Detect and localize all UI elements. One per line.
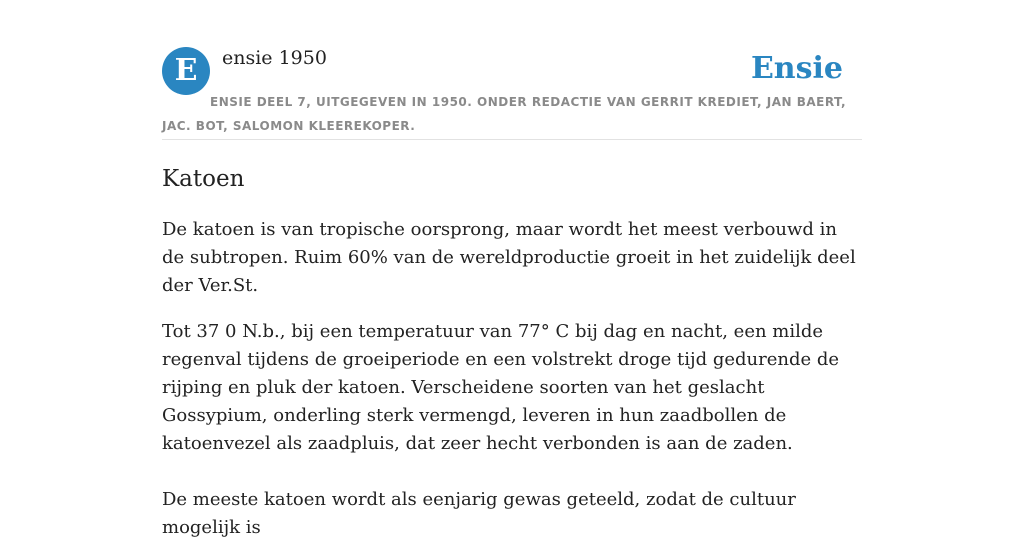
ensie-logo-icon[interactable]: E — [162, 47, 210, 95]
article-paragraph: Tot 37 0 N.b., bij een temperatuur van 77° C bij dag en nacht, een milde regenval tijdens de groeiperiode en een volstrekt droge tijd gedurende de rijping en pluk der katoen. Verscheidene soorten van het geslacht Gossypium, onderling sterk vermengd, leveren in hun zaadbollen de katoenvezel als zaadpluis, dat zeer hecht verbonden is aan de zaden. — [162, 321, 840, 454]
source-description: ENSIE DEEL 7, UITGEGEVEN IN 1950. ONDER REDACTIE VAN GERRIT KREDIET, JAN BAERT, JAC. BOT, SALOMON KLEEREKOPER. — [162, 95, 847, 133]
article-title: Katoen — [162, 166, 245, 192]
header-divider — [162, 139, 862, 140]
article-body — [162, 216, 862, 560]
article-paragraph: De katoen is van tropische oorsprong, maar wordt het meest verbouwd in de subtropen. Ruim 60% van de wereldproductie groeit in het zuidelijk deel der Ver.St. — [162, 219, 856, 296]
brand-logo-link[interactable]: Ensie — [750, 51, 843, 86]
article-paragraph: De meeste katoen wordt als eenjarig gewas geteeld, zodat de cultuur mogelijk is — [162, 489, 796, 538]
site-name-link[interactable]: ensie 1950 — [222, 47, 327, 69]
